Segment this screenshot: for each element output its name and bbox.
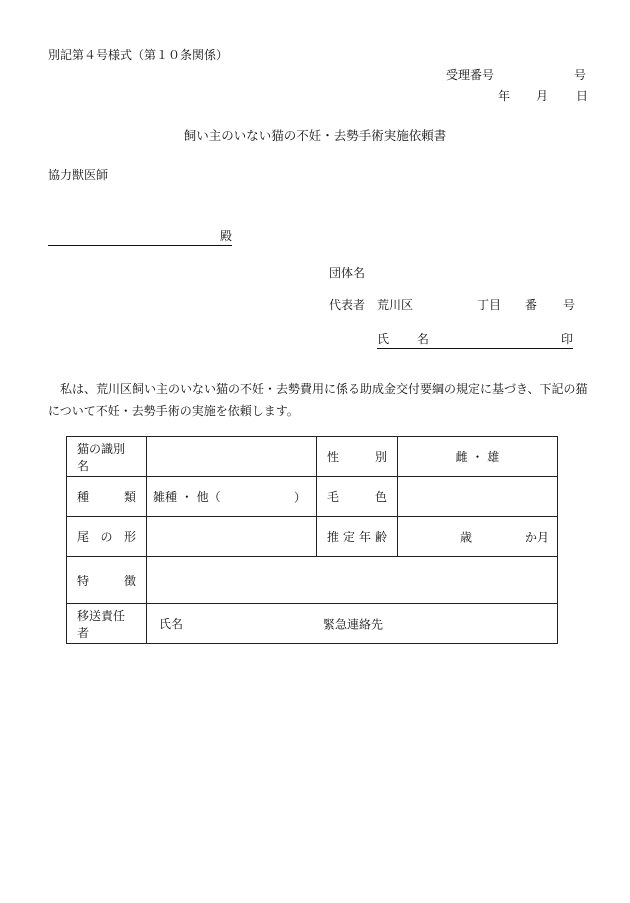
breed-label: 種類 [67, 477, 147, 517]
addressee-name-line [48, 228, 232, 246]
sex-value: 雌 ・ 雄 [398, 437, 558, 477]
transport-label: 移送責任者 [67, 604, 147, 644]
features-label: 特徴 [67, 557, 147, 604]
table-row [67, 437, 558, 477]
group-name-label: 団体名 [329, 266, 366, 280]
coat-label: 毛色 [317, 477, 398, 517]
applicant-name-line [377, 331, 573, 349]
coat-value [398, 477, 558, 517]
addressee-label: 協力獣医師 [48, 168, 109, 182]
table-row [67, 604, 558, 644]
document-title: 飼い主のいない猫の不妊・去勢手術実施依頼書 [183, 128, 447, 143]
name-label: 氏 名 [377, 332, 441, 346]
receipt-label: 受理番号 [446, 68, 495, 82]
tail-value [147, 517, 317, 557]
receipt-suffix: 号 [574, 68, 587, 82]
transport-value [147, 604, 558, 644]
date-year: 年 [498, 89, 511, 103]
cat-info-table [66, 436, 558, 644]
emergency-contact-label: 緊急連絡先 [323, 617, 384, 631]
representative-address [329, 297, 575, 313]
date-day: 日 [576, 89, 589, 103]
breed-prefix: 雑種 ・ 他（ [153, 490, 221, 504]
age-value [398, 517, 558, 557]
cat-id-value [147, 437, 317, 477]
chome-label: 丁目 [477, 298, 502, 312]
table-row [67, 557, 558, 604]
ward-name: 荒川区 [377, 298, 414, 312]
go-label: 号 [563, 298, 576, 312]
table-row [67, 477, 558, 517]
tail-label: 尾の形 [67, 517, 147, 557]
date-line [498, 88, 588, 104]
seal-mark: 印 [560, 332, 573, 346]
age-months: か月 [524, 530, 549, 544]
breed-value [147, 477, 317, 517]
transport-name-label: 氏名 [159, 617, 184, 631]
date-month: 月 [536, 89, 549, 103]
request-body-text: 私は、荒川区飼い主のいない猫の不妊・去勢費用に係る助成金交付要綱の規定に基づき、下記の猫について不妊・去勢手術の実施を依頼します。 [48, 382, 588, 418]
age-label: 推定年齢 [317, 517, 398, 557]
cat-id-label: 猫の識別名 [67, 437, 147, 477]
receipt-number [446, 67, 586, 83]
ban-label: 番 [525, 298, 538, 312]
addressee-honorific: 殿 [219, 229, 232, 243]
age-years: 歳 [460, 530, 473, 544]
form-number: 別記第４号様式（第１０条関係） [48, 48, 229, 62]
table-row [67, 517, 558, 557]
features-value [147, 557, 558, 604]
rep-label: 代表者 [329, 298, 366, 312]
breed-suffix: ） [293, 490, 306, 504]
sex-label: 性別 [317, 437, 398, 477]
